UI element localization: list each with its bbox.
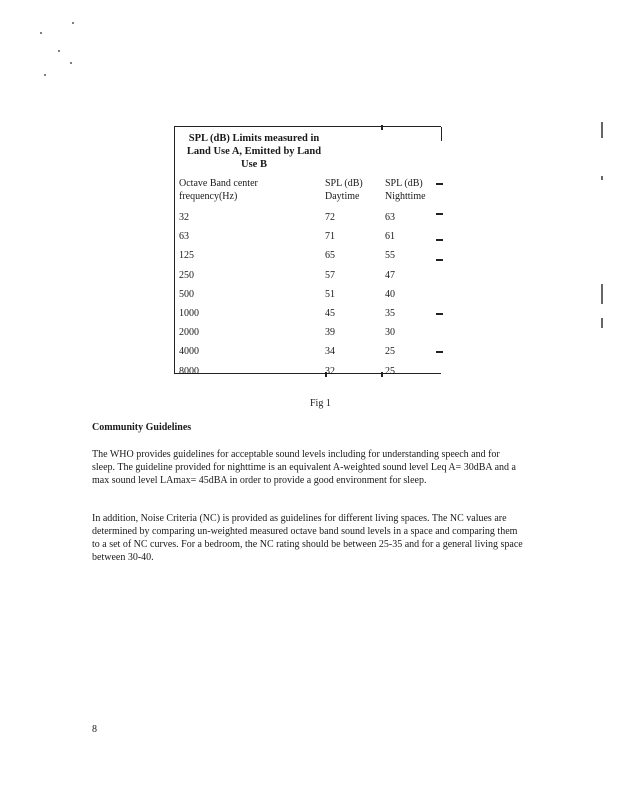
paragraph-noise-criteria: In addition, Noise Criteria (NC) is provided as guidelines for different living spaces. The NC values are determined by comparing un-weighted measured octave band sound levels in a space and comparing them to a set of NC curves. For a bedroom, the NC rating should be between 25-35 and for a general living space between 30-40.: [92, 513, 523, 563]
nighttime-cell: 25: [385, 346, 395, 358]
daytime-cell: 32: [325, 365, 335, 377]
paragraph-who-guidelines: The WHO provides guidelines for acceptable sound levels including for understanding speech and for sleep. The guideline provided for nighttime is an equivalent A-weighted sound level Leq A= 30dBA and a max sound level LAmax= 45dBA in order to provide a good environment for sleep.: [92, 449, 516, 486]
nighttime-cell: 47: [385, 269, 395, 281]
nighttime-cell: 40: [385, 288, 395, 300]
table-border: [381, 125, 383, 130]
daytime-cell: 72: [325, 212, 335, 223]
scan-speck: [72, 22, 74, 24]
daytime-cell: 71: [325, 231, 335, 243]
nighttime-cell: 55: [385, 250, 395, 262]
frequency-cell: 8000: [179, 365, 199, 377]
column-header-nighttime: SPL (dB) Nighttime: [385, 178, 426, 202]
daytime-cell: 34: [325, 346, 335, 358]
daytime-cell: 45: [325, 308, 335, 319]
frequency-cell: 4000: [179, 346, 199, 358]
frequency-cell: 32: [179, 212, 189, 223]
table-border: [381, 372, 383, 377]
frequency-cell: 1000: [179, 308, 199, 319]
table-border: [436, 213, 443, 215]
scan-speck: [58, 50, 60, 52]
frequency-cell: 63: [179, 231, 189, 243]
nighttime-cell: 61: [385, 231, 395, 243]
frequency-cell: 250: [179, 269, 194, 281]
scan-edge-mark: [601, 122, 603, 138]
scan-speck: [40, 32, 42, 34]
table-border: [441, 127, 443, 141]
column-header-frequency: Octave Band center frequency(Hz): [179, 178, 258, 202]
frequency-cell: 500: [179, 288, 194, 300]
table-border: [436, 351, 443, 353]
nighttime-cell: 35: [385, 308, 395, 319]
daytime-cell: 51: [325, 288, 335, 300]
table-border: [436, 259, 443, 261]
scan-edge-mark: [601, 284, 603, 304]
daytime-cell: 39: [325, 327, 335, 339]
daytime-cell: 57: [325, 269, 335, 281]
spl-limits-table: [174, 126, 441, 377]
scan-edge-mark: [601, 318, 603, 328]
page-number: 8: [92, 724, 97, 735]
column-header-daytime: SPL (dB) Daytime: [325, 178, 363, 202]
section-heading: Community Guidelines: [92, 422, 192, 433]
frequency-cell: 125: [179, 250, 194, 262]
scan-speck: [44, 74, 46, 76]
table-border: [436, 313, 443, 315]
daytime-cell: 65: [325, 250, 335, 262]
nighttime-cell: 25: [385, 365, 395, 377]
scan-speck: [70, 62, 72, 64]
table-border: [436, 239, 443, 241]
nighttime-cell: 63: [385, 212, 395, 223]
table-title: SPL (dB) Limits measured in Land Use A, Emitted by Land Use B: [186, 133, 322, 170]
figure-caption: Fig 1: [310, 398, 331, 409]
nighttime-cell: 30: [385, 327, 395, 339]
frequency-cell: 2000: [179, 327, 199, 339]
scan-edge-mark: [601, 176, 603, 180]
